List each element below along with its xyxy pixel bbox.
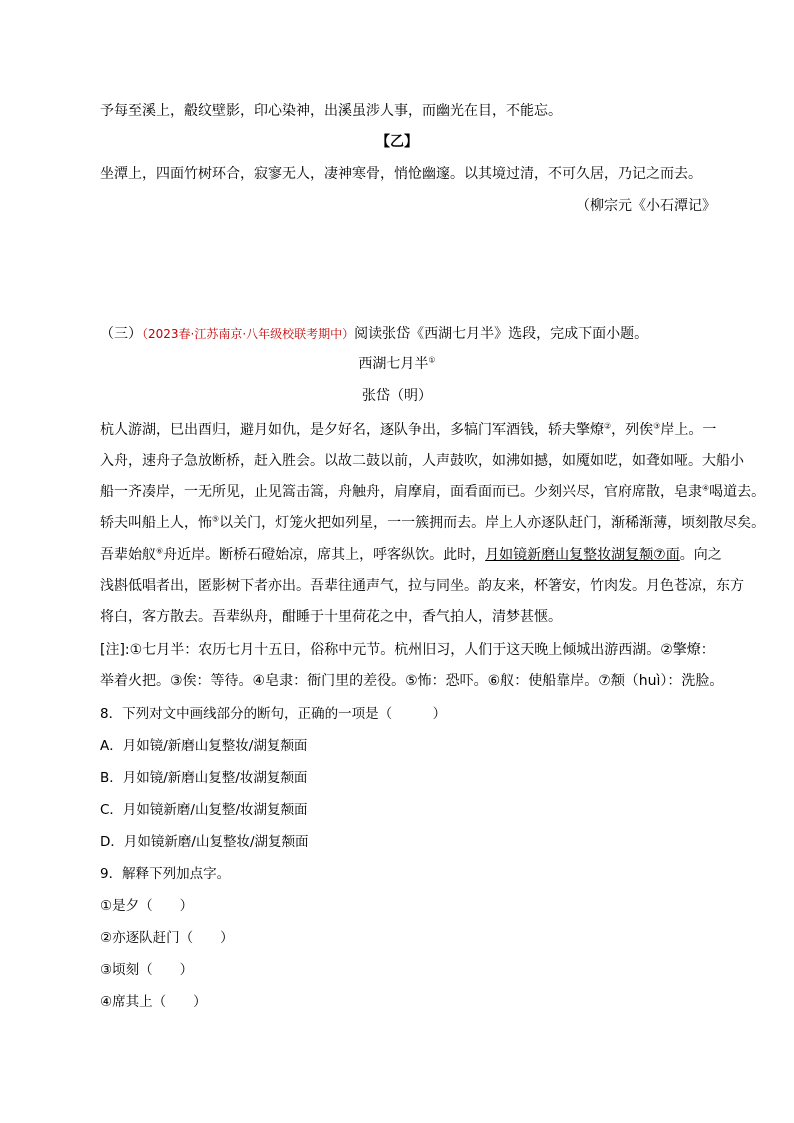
passage-line: 船一齐凑岸，一无所见，止见篙击篙，舟触舟，肩摩肩，面看面而已。少刻兴尽，官府席散，皂隶④喝道去。 [100,483,766,500]
passage-author: 张岱（明） [362,388,432,404]
option-c[interactable]: C．月如镜新磨/山复整/妆湖复颒面 [100,802,308,818]
notes-line: [注]:①七月半：农历七月十五日，俗称中元节。杭州旧习，人们于这天晚上倾城出游西湖。②擎燎： [100,642,715,658]
section-three-intro [100,324,648,344]
answer-item[interactable]: ②亦逐队赶门（ ） [100,930,234,946]
passage-line: 杭人游湖，巳出酉归，避月如仇，是夕好名，逐队争出，多犒门军酒钱，轿夫擎燎②，列俟③岸上。一 [100,421,717,438]
passage-line: 浅斟低唱者出，匿影树下者亦出。吾辈往通声气，拉与同坐。韵友来，杯箸安，竹肉发。月色苍凉，东方 [100,578,744,594]
exam-source-tag: （2023春·江苏南京·八年级校联考期中） [142,327,355,341]
answer-item[interactable]: ③顷刻（ ） [100,962,194,978]
section-instruction: 阅读张岱《西湖七月半》选段，完成下面小题。 [354,326,649,342]
passage-line: 吾辈始舣⑥舟近岸。断桥石磴始凉，席其上，呼客纵饮。此时，月如镜新磨山复整妆湖复颒⑦面。向之 [100,546,722,563]
source-citation: （柳宗元《小石潭记》 [576,198,716,214]
passage-line: 坐潭上，四面竹树环合，寂寥无人，凄神寒骨，悄怆幽邃。以其境过清，不可久居，乃记之而去。 [100,166,702,182]
footnote-mark: ⑤ [212,514,220,524]
passage-line: 予每至溪上，觳纹壁影，印心染神，出溪虽涉人事，而幽光在目，不能忘。 [100,103,562,119]
passage-line: 入舟，速舟子急放断桥，赶入胜会。以故二鼓以前，人声鼓吹，如沸如撼，如魇如呓，如聋如哑。大船小 [100,453,744,469]
passage-line: 轿夫叫船上人，怖⑤以关门，灯笼火把如列星，一一簇拥而去。岸上人亦逐队赶门，渐稀渐薄，顷刻散尽矣。 [100,514,766,531]
passage-line: 将白，客方散去。吾辈纵舟，酣睡于十里荷花之中，香气拍人，清梦甚惬。 [100,609,562,625]
notes-line: 举着火把。③俟：等待。④皂隶：衙门里的差役。⑤怖：恐吓。⑥舣：使船靠岸。⑦颒（huì）：洗脸。 [100,673,724,689]
footnote-mark: ① [428,355,436,365]
footnote-mark: ⑥ [156,546,164,556]
answer-item[interactable]: ①是夕（ ） [100,898,194,914]
section-number: （三） [100,326,142,342]
footnote-mark: ② [604,421,612,431]
question-8-stem: 8．下列对文中画线部分的断句，正确的一项是（ ） [100,706,447,722]
passage-title: 西湖七月半① [358,355,436,372]
section-heading-yi: 【乙】 [376,134,418,150]
answer-item[interactable]: ④席其上（ ） [100,994,207,1010]
option-a[interactable]: A．月如镜/新磨山复整妆/湖复颒面 [100,738,308,754]
option-d[interactable]: D．月如镜新磨/山复整妆/湖复颒面 [100,834,309,850]
question-9-stem: 9．解释下列加点字。 [100,866,231,882]
option-b[interactable]: B．月如镜/新磨山复整/妆湖复颒面 [100,770,308,786]
footnote-mark: ③ [653,421,661,431]
footnote-mark: ④ [702,483,710,493]
underlined-phrase: 月如镜新磨山复整妆湖复颒⑦面 [485,547,680,563]
